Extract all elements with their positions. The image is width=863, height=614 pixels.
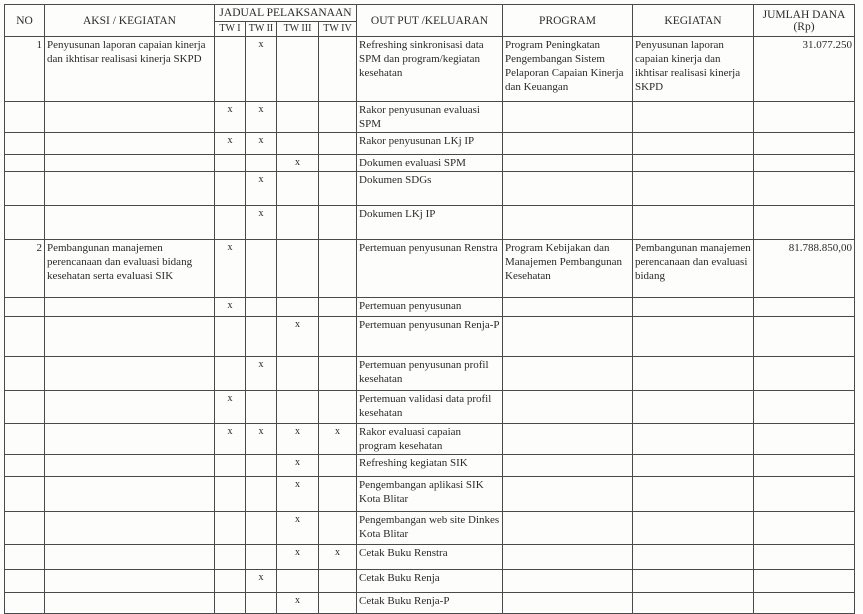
cell-program <box>503 477 633 512</box>
cell-tw-1: x <box>215 298 246 317</box>
cell-kegiatan <box>633 455 754 477</box>
cell-tw-4: x <box>319 424 357 455</box>
cell-tw-2 <box>246 240 277 298</box>
cell-output: Pertemuan penyusunan Renstra <box>357 240 503 298</box>
cell-program <box>503 545 633 570</box>
cell-program <box>503 102 633 133</box>
cell-aksi <box>45 477 215 512</box>
cell-dana: 81.788.850,00 <box>754 240 855 298</box>
cell-tw-4 <box>319 155 357 172</box>
table-row <box>5 172 855 206</box>
cell-tw-2 <box>246 545 277 570</box>
cell-tw-2: x <box>246 37 277 102</box>
header-kegiatan: KEGIATAN <box>633 5 754 37</box>
cell-tw-1 <box>215 593 246 614</box>
cell-output: Rakor penyusunan evaluasi SPM <box>357 102 503 133</box>
header-tw-4: TW IV <box>319 22 357 37</box>
cell-tw-1 <box>215 545 246 570</box>
header-program: PROGRAM <box>503 5 633 37</box>
header-tw-3: TW III <box>277 22 319 37</box>
cell-tw-4 <box>319 570 357 593</box>
cell-dana <box>754 357 855 391</box>
header-tw-2: TW II <box>246 22 277 37</box>
cell-dana <box>754 512 855 545</box>
cell-program <box>503 570 633 593</box>
cell-tw-1 <box>215 477 246 512</box>
cell-no <box>5 545 45 570</box>
table-row <box>5 298 855 317</box>
cell-tw-1: x <box>215 133 246 155</box>
cell-no <box>5 172 45 206</box>
cell-program <box>503 206 633 240</box>
cell-kegiatan <box>633 155 754 172</box>
cell-no <box>5 206 45 240</box>
cell-no <box>5 102 45 133</box>
cell-no: 1 <box>5 37 45 102</box>
cell-output: Rakor penyusunan LKj IP <box>357 133 503 155</box>
cell-program <box>503 424 633 455</box>
cell-tw-3: x <box>277 424 319 455</box>
cell-kegiatan <box>633 357 754 391</box>
cell-program <box>503 455 633 477</box>
table-row <box>5 155 855 172</box>
cell-tw-2 <box>246 317 277 357</box>
cell-kegiatan <box>633 133 754 155</box>
cell-no <box>5 477 45 512</box>
cell-tw-4 <box>319 172 357 206</box>
cell-tw-2 <box>246 455 277 477</box>
cell-output: Cetak Buku Renja-P <box>357 593 503 614</box>
cell-tw-3 <box>277 102 319 133</box>
cell-dana <box>754 133 855 155</box>
cell-program <box>503 317 633 357</box>
cell-no <box>5 593 45 614</box>
table-row <box>5 357 855 391</box>
cell-program <box>503 172 633 206</box>
cell-no <box>5 155 45 172</box>
cell-tw-1 <box>215 155 246 172</box>
cell-aksi <box>45 570 215 593</box>
cell-kegiatan <box>633 298 754 317</box>
cell-output: Cetak Buku Renstra <box>357 545 503 570</box>
cell-no <box>5 512 45 545</box>
cell-tw-3: x <box>277 593 319 614</box>
cell-tw-4 <box>319 357 357 391</box>
header-aksi: AKSI / KEGIATAN <box>45 5 215 37</box>
cell-tw-3 <box>277 133 319 155</box>
cell-program <box>503 391 633 424</box>
cell-tw-2 <box>246 512 277 545</box>
cell-dana <box>754 391 855 424</box>
cell-kegiatan <box>633 512 754 545</box>
cell-tw-1 <box>215 570 246 593</box>
cell-kegiatan <box>633 391 754 424</box>
action-plan-table <box>4 4 855 614</box>
cell-tw-3: x <box>277 512 319 545</box>
cell-no: 2 <box>5 240 45 298</box>
table-row <box>5 240 855 298</box>
table-row <box>5 477 855 512</box>
cell-tw-4 <box>319 512 357 545</box>
cell-tw-2: x <box>246 133 277 155</box>
header-tw-1: TW I <box>215 22 246 37</box>
cell-aksi <box>45 357 215 391</box>
cell-output: Pengembangan web site Dinkes Kota Blitar <box>357 512 503 545</box>
cell-output: Dokumen SDGs <box>357 172 503 206</box>
cell-aksi <box>45 593 215 614</box>
cell-tw-1 <box>215 512 246 545</box>
cell-tw-3: x <box>277 545 319 570</box>
table-row <box>5 570 855 593</box>
table-row <box>5 102 855 133</box>
cell-dana <box>754 298 855 317</box>
cell-tw-2 <box>246 391 277 424</box>
cell-tw-3: x <box>277 155 319 172</box>
cell-program <box>503 512 633 545</box>
cell-tw-2: x <box>246 570 277 593</box>
cell-dana <box>754 545 855 570</box>
table-row <box>5 206 855 240</box>
cell-dana <box>754 317 855 357</box>
cell-kegiatan <box>633 206 754 240</box>
cell-dana <box>754 477 855 512</box>
cell-tw-2: x <box>246 102 277 133</box>
cell-dana <box>754 206 855 240</box>
cell-program <box>503 298 633 317</box>
cell-tw-1 <box>215 317 246 357</box>
cell-tw-1 <box>215 206 246 240</box>
cell-output: Dokumen evaluasi SPM <box>357 155 503 172</box>
cell-output: Refreshing sinkronisasi data SPM dan program/kegiatan kesehatan <box>357 37 503 102</box>
cell-dana <box>754 102 855 133</box>
header-dana: JUMLAH DANA (Rp) <box>754 5 855 37</box>
cell-aksi <box>45 172 215 206</box>
cell-tw-1 <box>215 37 246 102</box>
cell-program: Program Kebijakan dan Manajemen Pembangunan Kesehatan <box>503 240 633 298</box>
cell-tw-4 <box>319 391 357 424</box>
cell-dana <box>754 455 855 477</box>
cell-aksi <box>45 512 215 545</box>
cell-dana <box>754 172 855 206</box>
cell-output: Pertemuan penyusunan profil kesehatan <box>357 357 503 391</box>
cell-dana: 31.077.250 <box>754 37 855 102</box>
cell-tw-1: x <box>215 240 246 298</box>
cell-tw-4 <box>319 133 357 155</box>
table-row <box>5 512 855 545</box>
cell-tw-2 <box>246 477 277 512</box>
cell-output: Pengembangan aplikasi SIK Kota Blitar <box>357 477 503 512</box>
cell-program <box>503 133 633 155</box>
cell-tw-3 <box>277 570 319 593</box>
cell-aksi <box>45 206 215 240</box>
cell-kegiatan: Pembangunan manajemen perencanaan dan evaluasi bidang <box>633 240 754 298</box>
cell-tw-2: x <box>246 357 277 391</box>
table-body <box>5 37 855 614</box>
cell-tw-2 <box>246 155 277 172</box>
cell-tw-2 <box>246 593 277 614</box>
cell-aksi <box>45 133 215 155</box>
cell-aksi <box>45 317 215 357</box>
cell-no <box>5 317 45 357</box>
cell-tw-4 <box>319 298 357 317</box>
cell-tw-3 <box>277 172 319 206</box>
cell-tw-4 <box>319 240 357 298</box>
cell-aksi <box>45 455 215 477</box>
cell-dana <box>754 155 855 172</box>
cell-kegiatan <box>633 424 754 455</box>
table-row <box>5 133 855 155</box>
cell-no <box>5 133 45 155</box>
cell-tw-1: x <box>215 102 246 133</box>
cell-kegiatan <box>633 477 754 512</box>
cell-aksi <box>45 545 215 570</box>
cell-no <box>5 391 45 424</box>
table-row <box>5 37 855 102</box>
cell-output: Pertemuan penyusunan Renja-P <box>357 317 503 357</box>
table-row <box>5 593 855 614</box>
cell-no <box>5 570 45 593</box>
cell-tw-3 <box>277 391 319 424</box>
cell-kegiatan <box>633 570 754 593</box>
cell-output: Dokumen LKj IP <box>357 206 503 240</box>
cell-aksi: Penyusunan laporan capaian kinerja dan ikhtisar realisasi kinerja SKPD <box>45 37 215 102</box>
cell-kegiatan <box>633 593 754 614</box>
table-row <box>5 545 855 570</box>
cell-aksi <box>45 102 215 133</box>
table-row <box>5 391 855 424</box>
cell-program <box>503 357 633 391</box>
cell-program <box>503 155 633 172</box>
cell-tw-3 <box>277 298 319 317</box>
cell-kegiatan <box>633 317 754 357</box>
cell-dana <box>754 570 855 593</box>
cell-tw-2: x <box>246 424 277 455</box>
cell-dana <box>754 593 855 614</box>
cell-tw-4: x <box>319 545 357 570</box>
cell-tw-3: x <box>277 477 319 512</box>
cell-tw-1: x <box>215 391 246 424</box>
header-output: OUT PUT /KELUARAN <box>357 5 503 37</box>
cell-no <box>5 455 45 477</box>
cell-tw-3 <box>277 206 319 240</box>
table-row <box>5 424 855 455</box>
cell-no <box>5 424 45 455</box>
cell-tw-3: x <box>277 317 319 357</box>
cell-output: Pertemuan validasi data profil kesehatan <box>357 391 503 424</box>
cell-program <box>503 593 633 614</box>
cell-tw-3 <box>277 240 319 298</box>
cell-tw-4 <box>319 477 357 512</box>
cell-program: Program Peningkatan Pengembangan Sistem Pelaporan Capaian Kinerja dan Keuangan <box>503 37 633 102</box>
cell-tw-3 <box>277 357 319 391</box>
cell-tw-2: x <box>246 172 277 206</box>
cell-tw-1 <box>215 455 246 477</box>
cell-tw-4 <box>319 206 357 240</box>
cell-tw-3: x <box>277 455 319 477</box>
cell-tw-4 <box>319 593 357 614</box>
header-no: NO <box>5 5 45 37</box>
cell-aksi <box>45 155 215 172</box>
cell-tw-2: x <box>246 206 277 240</box>
cell-output: Rakor evaluasi capaian program kesehatan <box>357 424 503 455</box>
cell-output: Refreshing kegiatan SIK <box>357 455 503 477</box>
cell-tw-2 <box>246 298 277 317</box>
cell-no <box>5 357 45 391</box>
cell-tw-4 <box>319 37 357 102</box>
cell-aksi <box>45 424 215 455</box>
cell-tw-4 <box>319 455 357 477</box>
header-jadwal: JADUAL PELAKSANAAN <box>215 5 357 22</box>
cell-kegiatan <box>633 102 754 133</box>
cell-dana <box>754 424 855 455</box>
cell-tw-3 <box>277 37 319 102</box>
cell-output: Cetak Buku Renja <box>357 570 503 593</box>
cell-tw-4 <box>319 317 357 357</box>
table-row <box>5 455 855 477</box>
cell-aksi <box>45 391 215 424</box>
cell-aksi: Pembangunan manajemen perencanaan dan evaluasi bidang kesehatan serta evaluasi SIK <box>45 240 215 298</box>
cell-kegiatan: Penyusunan laporan capaian kinerja dan ikhtisar realisasi kinerja SKPD <box>633 37 754 102</box>
cell-tw-1: x <box>215 424 246 455</box>
cell-tw-1 <box>215 172 246 206</box>
cell-aksi <box>45 298 215 317</box>
cell-tw-1 <box>215 357 246 391</box>
cell-kegiatan <box>633 545 754 570</box>
cell-kegiatan <box>633 172 754 206</box>
table-row <box>5 317 855 357</box>
cell-tw-4 <box>319 102 357 133</box>
cell-no <box>5 298 45 317</box>
cell-output: Pertemuan penyusunan <box>357 298 503 317</box>
